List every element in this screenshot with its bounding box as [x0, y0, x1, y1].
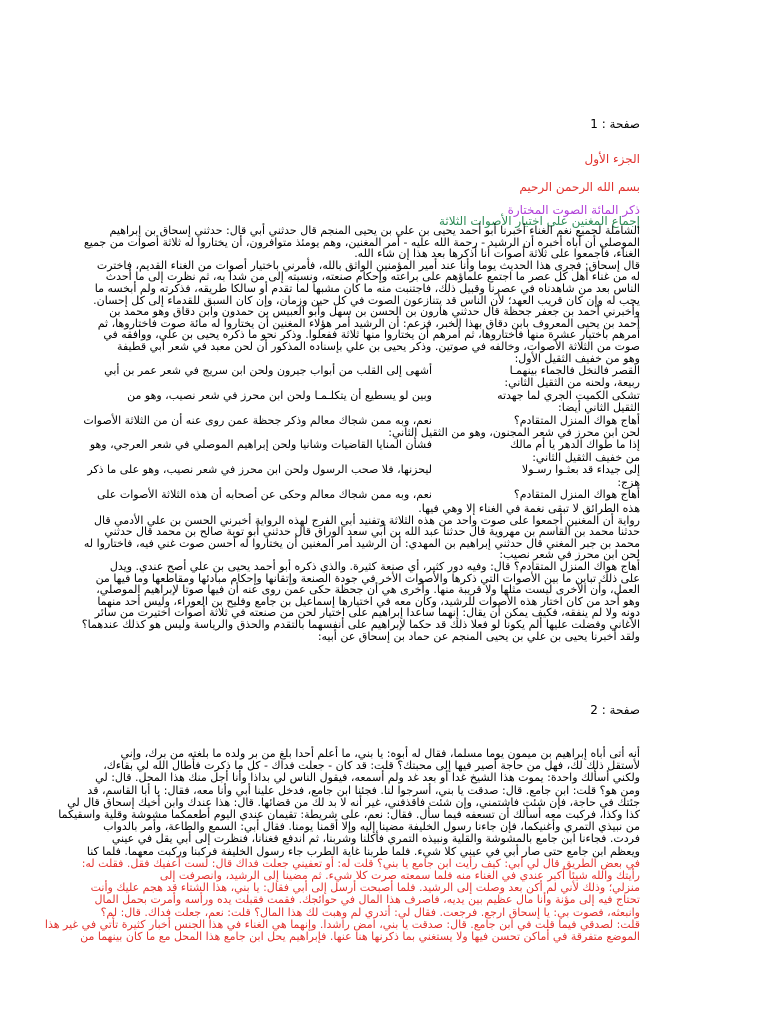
body-line: الموصلي أن أباه أخبره أن الرشيد - رحمة الله عليه - أمر المغنين، وهم يومئذ متوافرون، أن يختاروا له ثلاثة أصوات من جميع	[83, 235, 640, 249]
body-line: العمل، وأن الأخرى ليست مثلها ولا قريبة منها. وأخرى هي أن جحظة حكى عمن روى عنه أن فيها صوتا لإبراهيم الموصلي،	[96, 583, 640, 597]
body-line: من نبيذي التمري وأغنيكما، فإن جاءنا رسول الخليفة مضينا إليه وإلا أقمنا يومنا. فقال أبي: السمع والطاعة، وأمر بالدواب	[103, 820, 640, 834]
body-line: ومن هو؟ قلت: ابن جامع. قال: صدقت يا بني، أسرجوا لنا. فجئنا ابن جامع، فدخل علينا أبي وأنا معه، فقال: يا أبا القاسم، قد	[87, 783, 640, 797]
poem-hemistich-left: وبين لو يسطيع أن يتكلـمـا ولحن ابن محرز في شعر نصيب، وهو من	[127, 388, 432, 402]
poem-hemistich-left: ليحزنها، فلا صحب الرسول ولحن ابن محرز في شعر نصيب، وهو على ما ذكر	[87, 463, 432, 477]
body-line: وهو أحد من كان اختار هذه الأصوات للرشيد، وكان معه في اختيارها إسماعيل بن جامع وفليح بن العوراء، وليس أحد منهما	[97, 594, 640, 608]
body-line: له من غناء أهل كل عصر ما اجتمع علماؤهم على براعته وإحكام صنعته، ونسبته إلى من شدا به، ثم نظرت إلى ما أحدث	[105, 270, 640, 284]
body-line: أهاج هواك المنزل المتقادم؟ قال: وفيه دور كثير، أي صنعة كثيرة. والذي ذكره أبو أحمد يحيى بن علي أصح عندي. ويدل	[109, 560, 640, 573]
poem-hemistich-right: لحن ابن محرز في شعر المجنون، وهو من الثقيل الثاني:	[388, 426, 640, 439]
poem-hemistich-right: هزج:	[617, 475, 640, 489]
body-line: تحتاج فيه إلى مؤنة وأنا مال عظيم بين يديه، فاصرف هذا المال في حوائجك. فقمت فقبلت يده ورأسه وأمرت بحمل المال	[94, 893, 640, 907]
body-line: كذا وكذا، فركبت معه أسألك أن تسعفه فيما سأل. فقال: نعم، على شريطة: تقيمان عندي اليوم أطعمكما مشوشة وقلية واسقيكما	[58, 808, 640, 821]
body-line: وانبعثه، فصوت بي: يا إسحاق ارجع. فرجعت. فقال لي: أتدري لم وهبت لك هذا المال؟ قلت: نعم، جعلت فداك. قال: لم؟	[100, 905, 640, 919]
body-line: صوت من الثلاثة الأصوات، وخالفه في صوتين. وذكر يحيى بن علي بإسناده المذكور أن لحن معبد في شعر أبي قطيفة	[117, 340, 640, 353]
poem-hemistich-right: أهاج هواك المنزل المتقادم؟	[513, 488, 640, 501]
body-line: دونه ولا لم ينفقه، فكيف يمكن أن يقال: إنهما ساعدا إبراهيم على اختيار لحن من صنعته في ثلاثة أصوات اختيرت من سائر	[94, 606, 640, 620]
body-line: وأخبرني أحمد بن جعفر جحظة قال حدثني هارون بن الحسن بن سهل وأبو العبيس بن حمدون وابن دقاق وهو محمد بن	[109, 305, 640, 319]
poem-hemistich-left: نعم، وبه ممن شجاك معالم وحكى عن أصحابه أن هذه الثلاثة الأصوات على	[96, 488, 432, 501]
poem-hemistich-left: نعم، وبه ممن شجاك معالم وذكر جحظة عمن روى عنه أن من الثلاثة الأصوات	[83, 413, 432, 427]
body-line: في بعض الطريق قال لي أبي: كيف رأيت ابن جامع يا بني؟ قلت له: أو تعفيني جعلت فداك قال: لست أعفيك فقل. فقلت له:	[81, 856, 640, 870]
poem-hemistich-right: ربيعة، ولحنه من الثقيل الثاني:	[504, 376, 640, 390]
basmala: بسم الله الرحمن الرحيم	[519, 180, 640, 194]
body-line: لحن ابن محرز في شعر نصيب:	[499, 548, 640, 562]
body-line: رأيتك والله شيئا أكبر عندي في الغناء منه فلما سمعته صرت كلا شيء. ثم مضينا إلى الرشيد، وانصرفت إلى	[159, 869, 640, 882]
body-line: الموضع متفرقة في أماكن تحسن فيها ولا يستغني بما ذكرنها هنا عنها. فإبراهيم يحل ابن جامع هذا المحل مع ما كان بينهما من	[80, 930, 640, 943]
poem-hemistich-left: فشأن المنايا القاضيات وشانيا ولحن إبراهيم الموصلي في شعر العرجي، وهو	[89, 438, 432, 452]
body-line: الأغاني وفضلت عليها ألم يكونا لو فعلا ذلك قد حكما لإبراهيم على أنفسهما بالتقدم والحذق والرياسة وليس هو كذلك عندهما؟	[81, 618, 640, 631]
body-line: حدثنا محمد بن القاسم بن مهروية قال حدثنا عبد الله بن أبي سعد الوراق قال حدثني أبو توبة صالح بن محمد قال حدثني	[104, 525, 640, 539]
poem-hemistich-right: من خفيف الثقيل الثاني:	[532, 450, 640, 464]
part-title: الجزء الأول	[584, 152, 640, 166]
body-line: رواية أن المغنين أجمعوا على صوت واحد من هذه الثلاثة وتفنيد أبي الفرج لهذه الرواية أخبرني الحسن بن علي الأدمي قال	[93, 513, 640, 527]
body-line: جئتك في حاجة، فإن شئت فاشتمني، وإن شئت فاقذفني، غير أنه لا بد لك من قضائها. قال: هذا عندك وابن أخيك إسحاق قال لي	[67, 795, 640, 809]
body-line: ولقد أخبرنا يحيى بن علي بن يحيى المنجم عن حماد بن إسحاق عن أبيه:	[317, 629, 640, 643]
body-line: أحمد بن يحيى المعروف بابن دقاق بهذا الخبر، فزعم: أن الرشيد أمر هؤلاء المغنين أن يختاروا له مائة صوت فاختاروها، ثم	[97, 316, 640, 330]
body-line: الشاملة لجميع نغم الغناء أخبرنا أبو أحمد يحيى بن علي بن يحيى المنجم قال حدثني أبي قال: حدثني إسحاق بن إبراهيم	[109, 224, 640, 237]
page-number-1: صفحة : 1	[590, 117, 640, 131]
body-line: هذه الطرائق لا تبقى نغمة في الغناء إلا وهي فيها.	[418, 502, 640, 515]
body-line: منزلي؛ وذلك لأني لم أكن بعد وصلت إلى الرشيد. فلما أصبحت أرسل إلى أبي فقال: يا بني، هذا الشتاء قد هجم عليك وأنت	[90, 881, 640, 895]
poem-hemistich-left: أشهى إلى القلب من أبواب جيرون ولحن ابن سريج في شعر عمر بن أبي	[104, 364, 432, 377]
body-line: لأستقل ذلك لك، فهل من حاجة أصير فيها إلى محبتك؟ قلت: قد كان - جعلت فداك - كل ما ذكرت فأطال الله لي بقاءك،	[103, 759, 640, 773]
body-line: على ذلك تباين ما بين الأصوات التي ذكرها والأصوات الأخر في جودة الصنعة وإتقانها وإحكام مبادئها ومقاطعها وما فيها من	[95, 571, 640, 585]
body-line: قال إسحاق: فجرى هذا الحديث يوما وأنا عند أمير المؤمنين الواثق بالله، فأمرني باختيار أصوات من الغناء القديم، فاخترت	[96, 258, 640, 272]
body-line: محمد بن جبر المغني قال حدثني إبراهيم بن المهدي: أن الرشيد أمر المغنين أن يختاروا له أحسن صوت غني فيه، فاختاروا له	[83, 536, 640, 550]
poem-hemistich-right: القصر فالنخل فالجماء بينهمـا	[509, 364, 640, 377]
section-title: ذكر المائة الصوت المختارة	[507, 203, 640, 217]
body-line: أنه أتى أباه إبراهيم بن ميمون يوما مسلما، فقال له أبوه: يا بني، ما أعلم أحدا بلغ من بر ولده ما بلغته من برك، وإني	[120, 747, 640, 760]
poem-hemistich-right: أهاج هواك المنزل المتقادم؟	[513, 413, 640, 427]
page-number-2: صفحة : 2	[590, 703, 640, 717]
body-line: قلت: لصدقي فيما قلت في ابن جامع. قال: صدقت يا بني، امض راشدا. وإنهما هي الغناء في هذا الجنس أخبار كثيرة تأتي في غير هذا	[44, 917, 640, 931]
body-line: وهو من خفيف الثقيل الأول:	[514, 351, 640, 365]
body-line: يجب له وإن كان قريب العهد؛ لأن الناس قد يتنازعون الصوت في كل حين وزمان، وإن كان السبق للقدماء إلى كل إحسان.	[93, 293, 640, 307]
subsection-title: إجماع المغنين على اختيار الأصوات الثلاثة	[439, 214, 640, 228]
poem-hemistich-right: الثقيل الثاني أيضا:	[558, 401, 640, 415]
body-line: فردت. فجاءنا ابن جامع بالمشوشة والقلية ونبيذه التمري فأكلنا وشربنا، ثم اندفع فغنانا، فنظرت إلى أبي يقل في عيني	[111, 832, 640, 846]
poem-hemistich-right: إلى جيداء قد بعثـوا رسـولا	[521, 463, 640, 477]
body-line: ولكني أسألك واحدة: يموت هذا الشيخ غدا أو بعد غد ولم أسمعه، فيقول الناس لي بداذا وأنا أجل منك هذا المحل. قال: لي	[95, 771, 640, 785]
body-line: الغناء، فأجمعوا على ثلاثة أصوات أنا أذكرها بعد هذا إن شاء الله.	[354, 247, 640, 261]
poem-hemistich-right: تشكى الكميت الجري لما جهدته	[497, 388, 640, 402]
body-line: أمرهم باختيار عشرة منها فاختاروها، ثم أمرهم أن يختاروا منها ثلاثة ففعلوا. وذكر نحو ما ذكره يحيى بن علي، ووافقه في	[103, 328, 640, 342]
body-line: ويعظم ابن جامع حتى صار أبي في عيني كلا شيء. فلما طربنا غاية الطرب جاء رسول الخليفة فركبنا وركبت معهما. فلما كنا	[86, 844, 640, 858]
body-line: الناس بعد من شاهدناه في عصرنا وقبيل ذلك، فاجتنبت منه ما كان مشبها لما تقدم أو سالكا طريقه، فذكرته ولم أبخسه ما	[94, 282, 640, 295]
poem-hemistich-right: إذا ما طواك الدهر يا أم مالك	[510, 438, 640, 452]
